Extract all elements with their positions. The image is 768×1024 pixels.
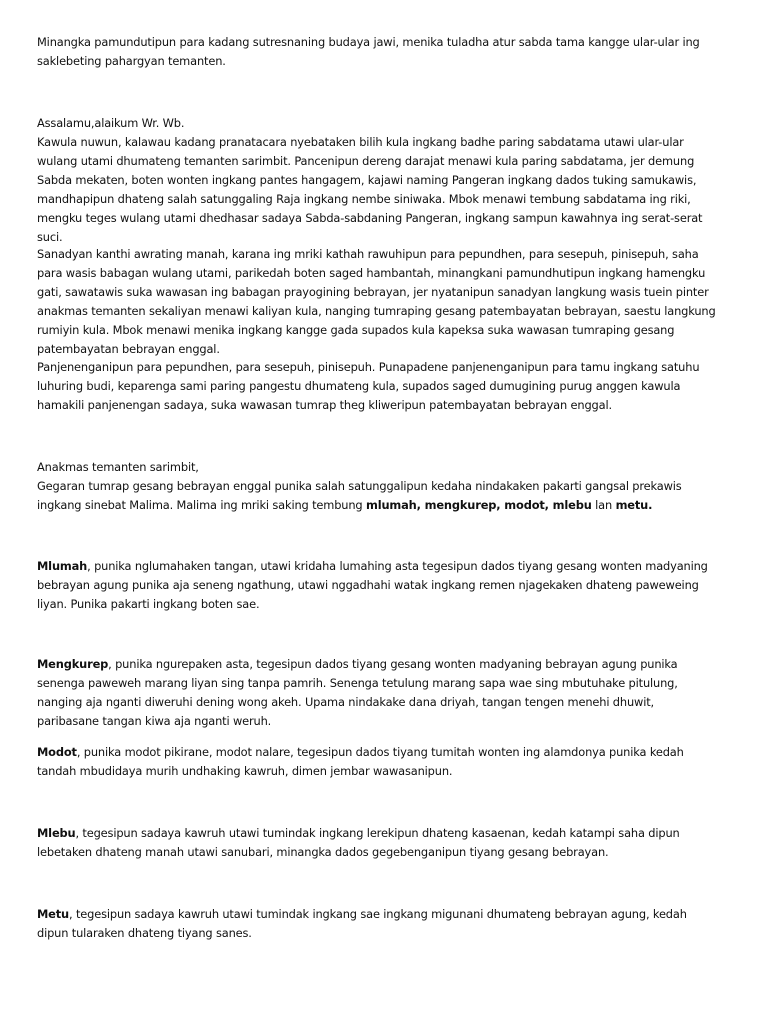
paragraph-line: mandhapipun dhateng salah satunggaling Raja ingkang nembe siniwaka. Mbok menawi tembung sabdatama ing riki, bbox=[37, 192, 691, 206]
definition-text: , punika ngurepaken asta, tegesipun dados tiyang gesang wonten madyaning bebrayan agung punika bbox=[108, 657, 678, 671]
definition-text: , punika modot pikirane, modot nalare, tegesipun dados tiyang tumitah wonten ing alamdonya punika kedah bbox=[76, 745, 684, 759]
paragraph-line: patembayatan bebrayan enggal. bbox=[37, 342, 220, 356]
mengkurep-line: senenga paweweh marang liyan sing tanpa pamrih. Senenga tetulung marang sapa wae sing mbutuhake pitulung, bbox=[37, 676, 678, 690]
mengkurep-line bbox=[37, 655, 678, 674]
term-modot: Modot bbox=[37, 745, 77, 759]
paragraph-line: gati, sawatawis suka wawasan ing babagan prayogining bebrayan, jer nyatanipun sanadyan langkung wasis tuein pinter bbox=[37, 285, 709, 299]
paragraph-line: Sanadyan kanthi awrating manah, karana ing mriki kathah rawuhipun para pepundhen, para sesepuh, pinisepuh, saha bbox=[37, 247, 699, 261]
mlebu-line: lebetaken dhateng manah utawi sanubari, minangka dados gegebenganipun tiyang gesang bebrayan. bbox=[37, 845, 609, 859]
greeting-line: Assalamu,alaikum Wr. Wb. bbox=[37, 116, 185, 130]
mengkurep-line: paribasane tangan kiwa aja nganti weruh. bbox=[37, 714, 272, 728]
modot-line: tandah mbudidaya murih undhaking kawruh, dimen jembar wawasanipun. bbox=[37, 764, 453, 778]
mlebu-line bbox=[37, 824, 680, 843]
paragraph-line: Sabda mekaten, boten wonten ingkang pantes hangagem, kajawi naming Pangeran ingkang dados tuking samukawis, bbox=[37, 173, 697, 187]
term-mlumah: Mlumah bbox=[37, 559, 88, 573]
term-metu: Metu bbox=[37, 907, 70, 921]
paragraph-line bbox=[37, 496, 652, 515]
term-mengkurep: Mengkurep bbox=[37, 657, 109, 671]
definition-text: , tegesipun sadaya kawruh utawi tumindak ingkang lerekipun dhateng kasaenan, kedah katampi saha dipun bbox=[75, 826, 680, 840]
malima-last-term: metu. bbox=[615, 498, 653, 512]
paragraph-line: suci. bbox=[37, 230, 63, 244]
intro-line: Minangka pamundutipun para kadang sutresnaning budaya jawi, menika tuladha atur sabda tama kangge ular-ular ing bbox=[37, 35, 700, 49]
mlumah-line bbox=[37, 557, 708, 576]
paragraph-line: Gegaran tumrap gesang bebrayan enggal punika salah satunggalipun kedaha nindakaken pakarti gangsal prekawis bbox=[37, 479, 682, 493]
paragraph-line: hamakili panjenengan sadaya, suka wawasan tumrap theg kliweripun patembayatan bebrayan enggal. bbox=[37, 398, 612, 412]
paragraph-line: luhuring budi, keparenga sami paring pangestu dhumateng kula, supados saged dumugining purug anggen kawula bbox=[37, 379, 681, 393]
modot-line bbox=[37, 743, 684, 762]
mengkurep-line: nanging aja nganti diweruhi dening wong akeh. Upama nindakake dana driyah, tangan tengen menehi dhuwit, bbox=[37, 695, 654, 709]
definition-text: , punika nglumahaken tangan, utawi kridaha lumahing asta tegesipun dados tiyang gesang wonten madyaning bbox=[87, 559, 708, 573]
definition-text: , tegesipun sadaya kawruh utawi tumindak ingkang sae ingkang migunani dhumateng bebrayan agung, kedah bbox=[69, 907, 687, 921]
intro-line: saklebeting pahargyan temanten. bbox=[37, 54, 226, 68]
mlumah-line: liyan. Punika pakarti ingkang boten sae. bbox=[37, 597, 260, 611]
metu-line bbox=[37, 905, 687, 924]
paragraph-line: mengku teges wulang utami dhedhasar sadaya Sabda-sabdaning Pangeran, ingkang sampun kawahnya ing serat-serat bbox=[37, 211, 703, 225]
paragraph-line: para wasis babagan wulang utami, parikedah boten saged hambantah, minangkani pamundhutipun ingkang hamengku bbox=[37, 266, 706, 280]
paragraph-text: ingkang sinebat Malima. Malima ing mriki saking tembung bbox=[37, 498, 363, 512]
paragraph-line: Panjenenganipun para pepundhen, para sesepuh, pinisepuh. Punapadene panjenenganipun para tamu ingkang satuhu bbox=[37, 360, 700, 374]
conjunction-text: lan bbox=[595, 498, 613, 512]
paragraph-line: Kawula nuwun, kalawau kadang pranatacara nyebataken bilih kula ingkang badhe paring sabdatama utawi ular-ular bbox=[37, 135, 684, 149]
malima-terms: mlumah, mengkurep, modot, mlebu bbox=[365, 498, 592, 512]
address-line: Anakmas temanten sarimbit, bbox=[37, 460, 199, 474]
metu-line: dipun tularaken dhateng tiyang sanes. bbox=[37, 926, 252, 940]
mlumah-line: bebrayan agung punika aja seneng ngathung, utawi nggadhahi watak ingkang remen njagekaken dhateng paweweing bbox=[37, 578, 699, 592]
term-mlebu: Mlebu bbox=[37, 826, 76, 840]
paragraph-line: anakmas temanten sekaliyan menawi kaliyan kula, nanging tumraping gesang patembayatan bebrayan, saestu langkung bbox=[37, 304, 716, 318]
paragraph-line: wulang utami dhumateng temanten sarimbit. Pancenipun dereng darajat menawi kula paring sabdatama, jer demung bbox=[37, 154, 695, 168]
paragraph-line: rumiyin kula. Mbok menawi menika ingkang kangge gada supados kula kapeksa suka wawasan tumraping gesang bbox=[37, 323, 675, 337]
